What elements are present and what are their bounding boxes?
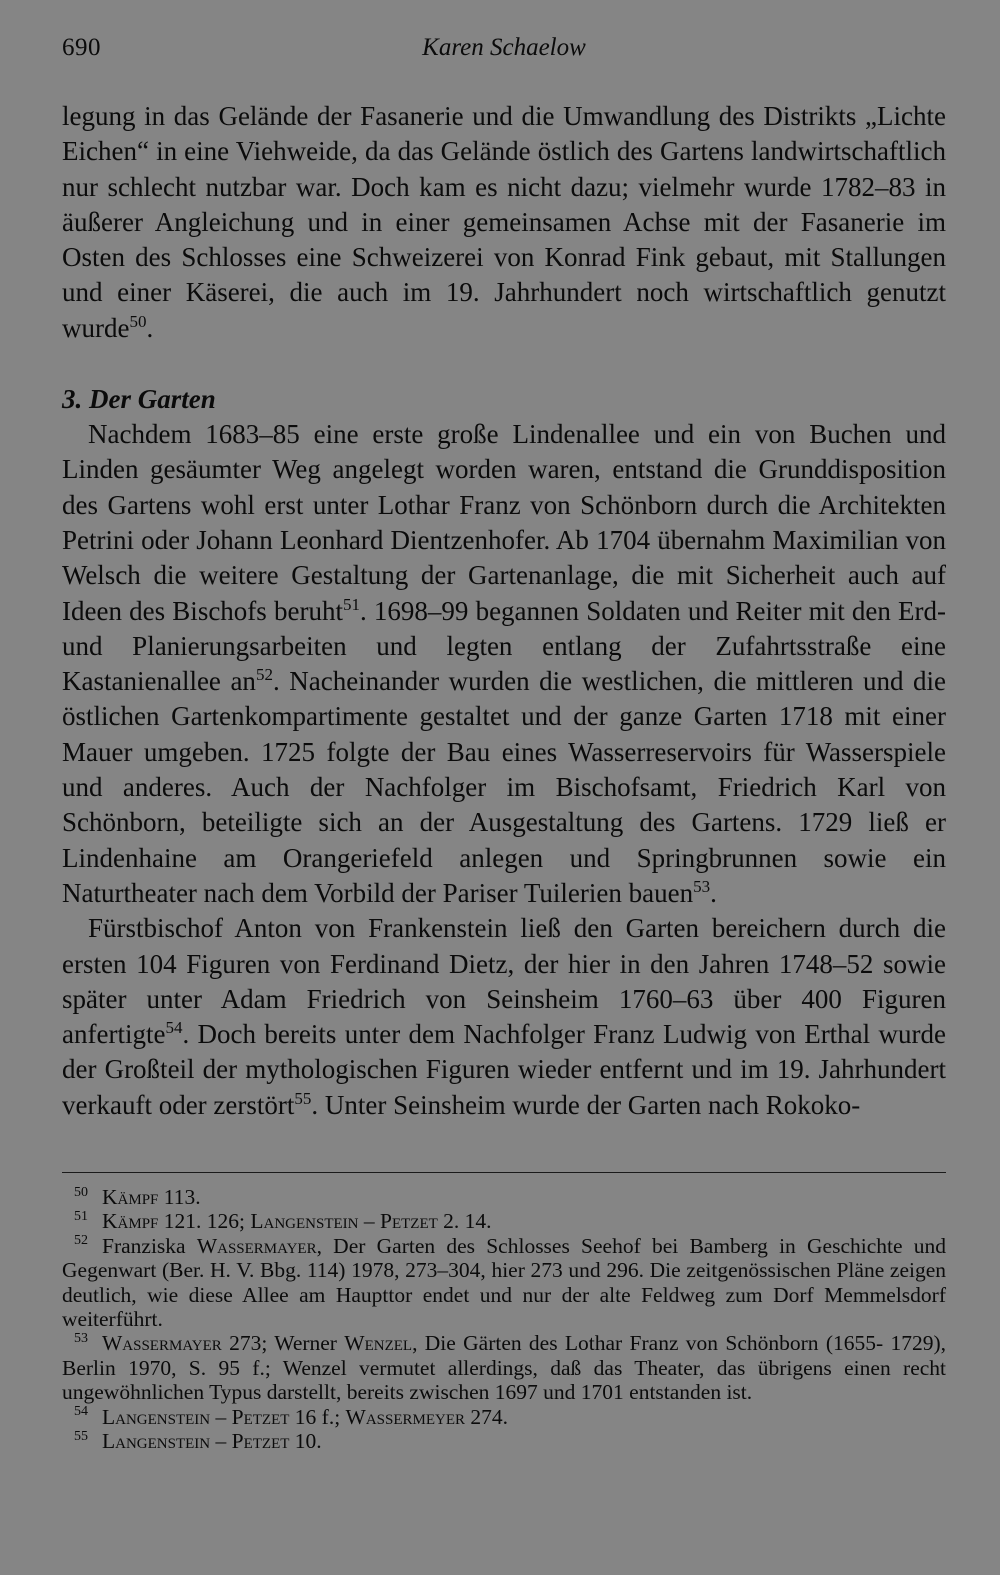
paragraph-2-part-3: . Nacheinander wurden die westlichen, die mittleren und die östlichen Gartenkompartimente gestaltet und der ganze Garten 1718 mit einer Mauer umgeben. 1725 folgte der Bau eines Wasserreservoirs für Wasserspiele und anderes. Auch der Nachfolger im Bischofsamt, Friedrich Karl von Schönborn, beteiligte sich an der Ausgestaltung des Gartens. 1729 ließ er Lindenhaine am Orangeriefeld anlegen und Springbrunnen sowie ein Naturtheater nach dem Vorbild der Pariser Tuilerien bauen: [62, 666, 946, 908]
paragraph-2: [62, 417, 946, 911]
footnote-author: Langenstein – Petzet: [102, 1429, 290, 1454]
paragraph-3-part-1: Fürstbischof Anton von Frankenstein ließ den Garten bereichern durch die ersten 104 Figuren von Ferdinand Dietz, der hier in den Jahren 1748–52 sowie später unter Adam Friedrich von Seinsheim 1760–63 über 400 Figuren anfertigte: [62, 913, 946, 1050]
paragraph-3-part-3: . Unter Seinsheim wurde der Garten nach Rokoko-: [311, 1089, 861, 1120]
footnote-text: 273; Werner: [221, 1331, 345, 1356]
paragraph-1-text: legung in das Gelände der Fasanerie und die Umwandlung des Distrikts „Lichte Eichen“ in eine Viehweide, da das Gelände östlich des Gartens landwirtschaftlich nur schlecht nutzbar war. Doch kam es nicht dazu; vielmehr wurde 1782–83 in äußerer Angleichung und in einer gemeinsamen Achse mit der Fasanerie im Osten des Schlosses eine Schweizerei von Konrad Fink gebaut, mit Stallungen und einer Käserei, die auch im 19. Jahrhundert noch wirtschaftlich genutzt wurde: [62, 101, 946, 343]
main-text: [62, 99, 946, 1123]
footnote-54: 54 Langenstein – Petzet 16 f.; Wassermeyer 274.: [74, 1404, 509, 1429]
footnote-text: 10.: [289, 1429, 322, 1454]
footnote-text: Franziska: [102, 1233, 197, 1258]
footnote-ref-55[interactable]: 55: [294, 1088, 312, 1108]
paragraph-2-part-1: Nachdem 1683–85 eine erste große Lindenallee und ein von Buchen und Linden gesäumter Weg angelegt worden waren, entstand die Grunddisposition des Gartens wohl erst unter Lothar Franz von Schönborn durch die Architekten Petrini oder Johann Leonhard Dientzenhofer. Ab 1704 übernahm Maximilian von Welsch die weitere Gestaltung der Gartenanlage, die mit Sicherheit auch auf Ideen des Bischofs beruht: [62, 419, 946, 626]
footnote-text: , Die Gärten des Lothar Franz von Schönborn (1655- 1729), Berlin 1970, S. 95 f.; Wenzel vermutet allerdings, daß das Theater, das übrigens einen recht ungewöhnlichen Typus darstellt, bereits zwischen 1697 und 1701 entstanden ist.: [62, 1331, 946, 1405]
footnote-ref-54[interactable]: 54: [165, 1017, 183, 1037]
footnote-text: 274.: [465, 1404, 509, 1429]
section-heading: 3. Der Garten: [62, 384, 216, 415]
footnote-author: Langenstein – Petzet: [102, 1404, 290, 1429]
paragraph-3: [62, 911, 946, 1123]
footnote-author: Wassermeyer: [345, 1404, 466, 1429]
footnote-50: 50 Kämpf 113.: [74, 1184, 201, 1210]
footnote-53: 53 Wassermayer 273; Werner Wenzel, Die Gärten des Lothar Franz von Schönborn (1655- 1729), Berlin 1970, S. 95 f.; Wenzel vermutet allerdings, daß das Theater, das übrigens einen recht ungewöhnlichen Typus darstellt, bereits zwischen 1697 und 1701 entstanden ist.: [62, 1331, 946, 1405]
footnote-author: Kämpf: [102, 1185, 159, 1210]
footnote-divider: [62, 1172, 946, 1173]
footnote-text: 2. 14.: [437, 1209, 492, 1234]
footnote-ref-53[interactable]: 53: [693, 876, 711, 896]
footnote-author: Wassermayer: [196, 1233, 317, 1258]
paragraph-2-part-2: . 1698–99 begannen Soldaten und Reiter mit den Erd- und Planierungsarbeiten und legten entlang der Zufahrtsstraße eine Kastanienallee an: [62, 595, 947, 697]
footnote-52: 52 Franziska Wassermayer, Der Garten des Schlosses Seehof bei Bamberg in Geschichte und Gegenwart (Ber. H. V. Bbg. 114) 1978, 273–304, hier 273 und 296. Die zeitgenössischen Pläne zeigen deutlich, wie diese Allee am Haupttor endet und nur der alte Feldweg zum Dorf Memmelsdorf weiterführt.: [62, 1233, 947, 1332]
footnote-author: Wenzel: [344, 1331, 413, 1356]
footnote-ref-52[interactable]: 52: [255, 664, 273, 684]
paragraph-1-tail: .: [146, 312, 154, 343]
footnote-text: , Der Garten des Schlosses Seehof bei Bamberg in Geschichte und Gegenwart (Ber. H. V. Bbg. 114) 1978, 273–304, hier 273 und 296. Die zeitgenössischen Pläne zeigen deutlich, wie diese Allee am Haupttor endet und nur der alte Feldweg zum Dorf Memmelsdorf weiterführt.: [62, 1233, 947, 1332]
footnote-text: 16 f.;: [289, 1404, 346, 1429]
paragraph-2-tail: .: [710, 877, 717, 908]
page-number: 690: [62, 34, 101, 61]
book-page: [62, 30, 946, 1453]
paragraph-1: [62, 99, 946, 346]
running-head: [62, 30, 946, 70]
footnote-text: 113.: [158, 1185, 201, 1210]
footnote-51: 51 Kämpf 121. 126; Langenstein – Petzet 2. 14.: [74, 1209, 492, 1234]
footnote-text: 121. 126;: [158, 1209, 251, 1234]
footnote-author: Langenstein – Petzet: [250, 1209, 438, 1234]
running-title: Karen Schaelow: [422, 34, 586, 61]
footnote-author: Wassermayer: [102, 1331, 222, 1356]
footnote-55: 55 Langenstein – Petzet 10.: [74, 1428, 322, 1454]
footnote-ref-50[interactable]: 50: [129, 311, 147, 331]
footnote-ref-51[interactable]: 51: [342, 594, 360, 614]
footnotes: [62, 1185, 946, 1453]
paragraph-3-part-2: . Doch bereits unter dem Nachfolger Franz Ludwig von Erthal wurde der Großteil der mythologischen Figuren wieder entfernt und im 19. Jahrhundert verkauft oder zerstört: [62, 1019, 946, 1120]
footnote-author: Kämpf: [102, 1209, 159, 1234]
